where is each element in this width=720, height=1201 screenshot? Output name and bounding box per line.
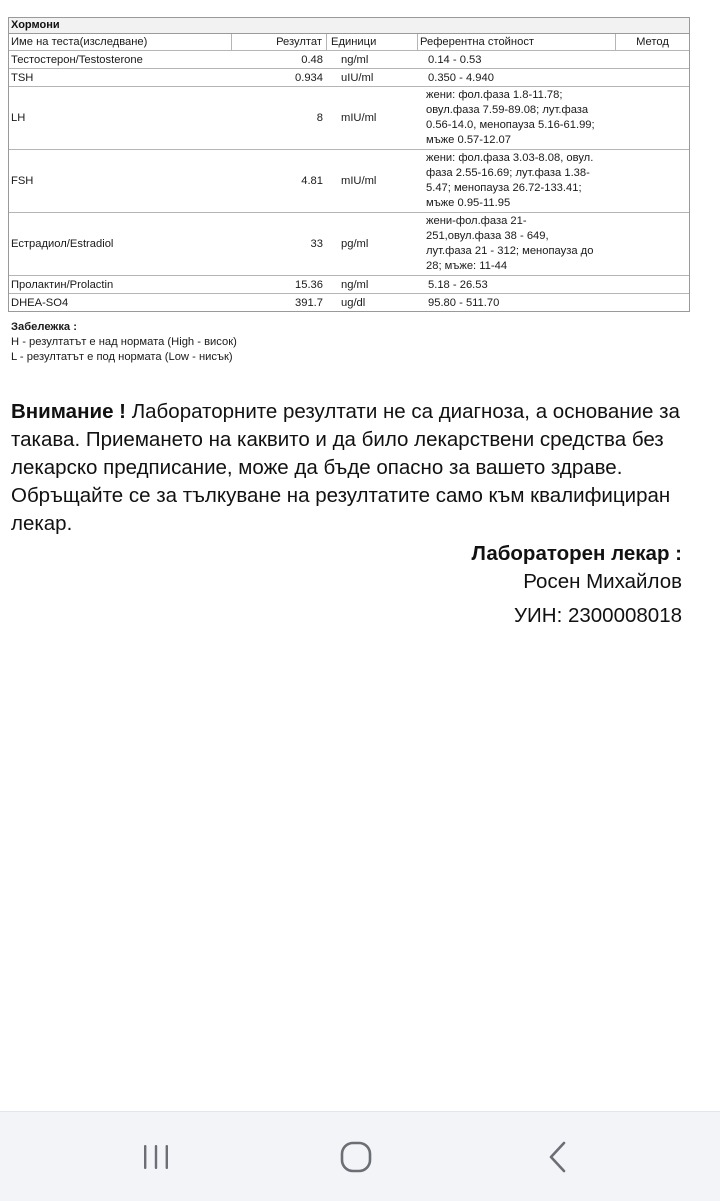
table-row	[9, 87, 689, 150]
test-reference: 0.14 - 0.53	[428, 53, 482, 66]
test-name: FSH	[11, 175, 34, 187]
test-unit: mIU/ml	[341, 112, 377, 124]
test-unit: mIU/ml	[341, 175, 377, 187]
warning-text: Лабораторните резултати не са диагноза, а основание за такава. Приемането на каквито и да било лекарствени средства без лекарско предписание, може да бъде опасно за вашето здраве. Обръщайте се за тълкуване на резултатите само към квалифициран лекар.	[11, 400, 680, 535]
test-reference: жени: фол.фаза 1.8-11.78; овул.фаза 7.59-89.08; лут.фаза 0.56-14.0, менопауза 5.16-61.99; мъже 0.57-12.07	[426, 89, 595, 146]
test-result: 33	[310, 238, 323, 250]
test-unit: ug/dl	[341, 296, 366, 309]
test-name: TSH	[11, 71, 34, 84]
test-result: 0.934	[295, 71, 323, 84]
test-unit: ng/ml	[341, 278, 369, 291]
test-name: Естрадиол/Estradiol	[11, 238, 114, 250]
home-button[interactable]	[326, 1134, 386, 1180]
test-unit: pg/ml	[341, 238, 369, 250]
test-name: DHEA-SO4	[11, 296, 69, 309]
column-header-method: Метод	[636, 36, 669, 48]
test-reference: жени: фол.фаза 3.03-8.08, овул. фаза 2.55-16.69; лут.фаза 1.38- 5.47; менопауза 26.72-133.41; мъже 0.95-11.95	[426, 152, 594, 209]
column-header-units: Единици	[327, 34, 418, 50]
test-result: 4.81	[301, 175, 323, 187]
test-reference: 5.18 - 26.53	[428, 278, 488, 291]
test-method	[616, 87, 689, 149]
test-unit: uIU/ml	[341, 71, 374, 84]
back-button[interactable]	[528, 1134, 588, 1180]
test-method	[616, 294, 689, 311]
test-method	[616, 150, 689, 212]
column-header-test: Име на теста(изследване)	[9, 34, 232, 50]
table-row	[9, 294, 689, 311]
test-reference: 0.350 - 4.940	[428, 71, 494, 84]
test-reference: 95.80 - 511.70	[428, 296, 500, 309]
home-icon	[339, 1140, 373, 1174]
table-header-row	[9, 34, 689, 51]
test-method	[616, 51, 689, 68]
test-result: 0.48	[301, 53, 323, 66]
recent-apps-button[interactable]	[126, 1134, 186, 1180]
test-method	[616, 276, 689, 293]
test-name: Тестостерон/Testosterone	[11, 53, 143, 66]
test-result: 391.7	[295, 296, 323, 309]
note-low: L - резултатът е под нормата (Low - нисък)	[11, 351, 233, 363]
section-title: Хормони	[9, 18, 689, 34]
test-result: 8	[316, 112, 323, 124]
table-row	[9, 150, 689, 213]
test-name: LH	[11, 112, 26, 124]
test-method	[616, 213, 689, 275]
table-row	[9, 69, 689, 87]
column-header-reference: Референтна стойност	[418, 34, 616, 50]
test-method	[616, 69, 689, 86]
test-reference: жени-фол.фаза 21- 251,овул.фаза 38 - 649, лут.фаза 21 - 312; менопауза до 28; мъже: 11-44	[426, 215, 594, 272]
doctor-signature	[471, 540, 682, 630]
test-name: Пролактин/Prolactin	[11, 278, 114, 291]
doctor-label: Лабораторен лекар :	[471, 542, 682, 565]
back-icon	[546, 1140, 570, 1174]
recent-apps-icon	[141, 1142, 171, 1172]
legend-note	[11, 320, 237, 365]
table-row	[9, 213, 689, 276]
table-row	[9, 51, 689, 69]
android-navigation-bar	[0, 1111, 720, 1201]
doctor-uin: УИН: 2300008018	[514, 604, 682, 627]
warning-label: Внимание !	[11, 400, 126, 423]
warning-paragraph	[11, 398, 701, 538]
note-title: Забележка :	[11, 321, 77, 333]
test-unit: ng/ml	[341, 53, 369, 66]
note-high: H - резултатът е над нормата (High - висок)	[11, 336, 237, 348]
doctor-name: Росен Михайлов	[523, 570, 682, 593]
column-header-result: Резултат	[232, 34, 327, 50]
hormones-results-table	[8, 17, 690, 312]
table-row	[9, 276, 689, 294]
test-result: 15.36	[295, 278, 323, 291]
